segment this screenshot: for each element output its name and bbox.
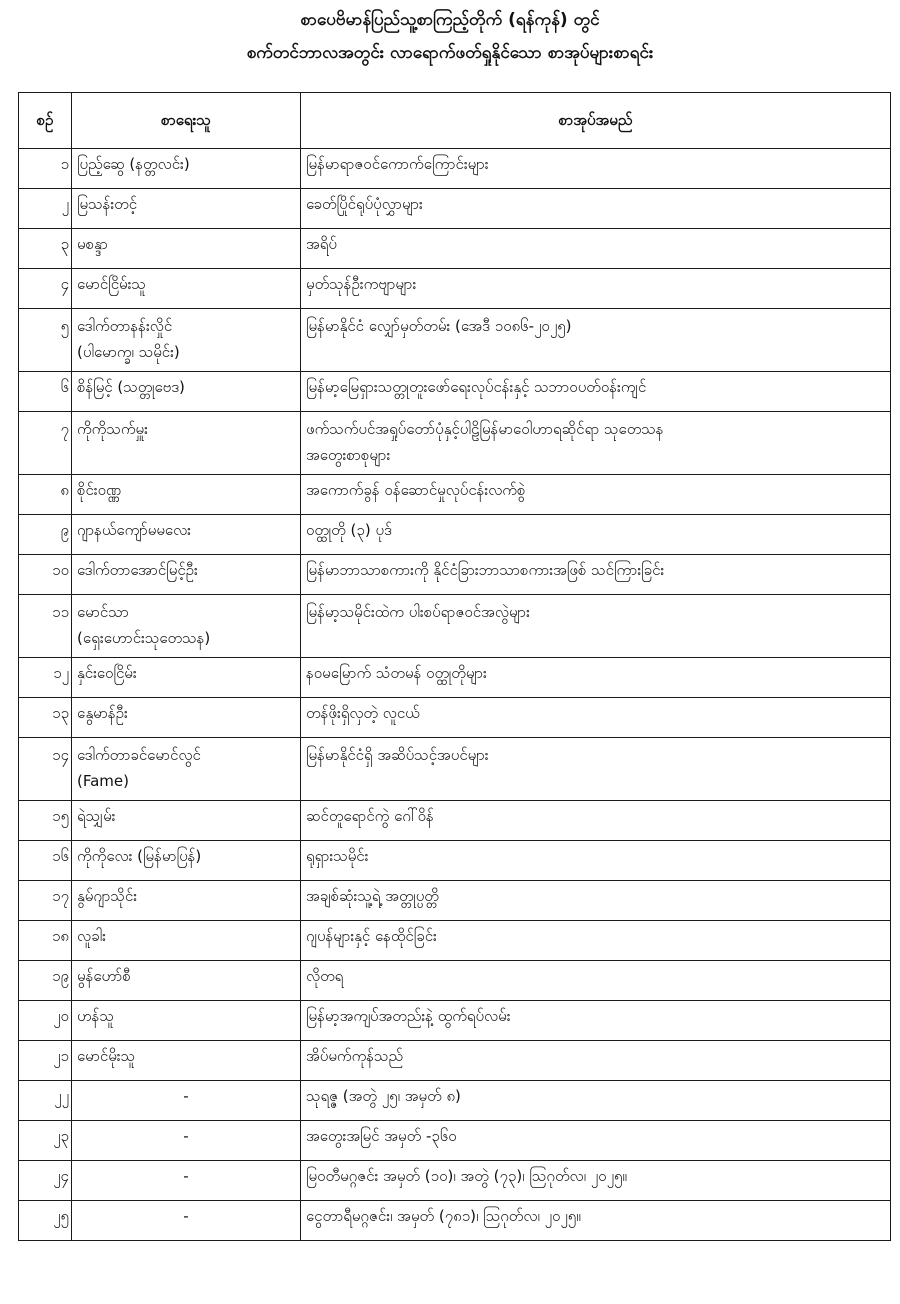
- book-title-cell: [301, 881, 891, 921]
- book-title: သုရဇ္ဇ (အတွဲ ၂၅၊ အမှတ် ၈): [306, 1087, 461, 1105]
- book-title: ငွေတာရီမဂ္ဂဇင်း၊ အမှတ် (၇၈၁)၊ ဩဂုတ်လ၊ ၂၀၂၅။: [306, 1207, 581, 1225]
- author-name: စိန်မြင့် (သတ္တုဗေဒ): [77, 378, 185, 396]
- book-title: မှတ်သုန်ဦးကဗျာများ: [306, 275, 417, 293]
- table-row: [19, 149, 891, 189]
- table-row: [19, 1161, 891, 1201]
- table-row: [19, 1041, 891, 1081]
- row-number: ၆: [19, 372, 72, 412]
- author-cell: [72, 309, 301, 372]
- author-cell: [72, 595, 301, 658]
- table-row: [19, 841, 891, 881]
- book-title: ခေတ်ပြိုင်ရုပ်ပုံလွှာများ: [306, 195, 423, 213]
- row-number: ၄: [19, 269, 72, 309]
- author-cell: [72, 372, 301, 412]
- book-title: တန်ဖိုးရှိလှတဲ့ လူငယ်: [306, 704, 420, 722]
- header-author: စာရေးသူ: [72, 93, 301, 149]
- row-number: ၂: [19, 189, 72, 229]
- book-title-cell: [301, 801, 891, 841]
- author-name: -: [183, 1127, 189, 1145]
- table-row: [19, 698, 891, 738]
- row-number: ၂၁: [19, 1041, 72, 1081]
- table-row: [19, 1081, 891, 1121]
- book-title-cell: [301, 1121, 891, 1161]
- book-title: မြန်မာရာဇဝင်ကောက်ကြောင်းများ: [306, 155, 489, 173]
- author-cell: [72, 1001, 301, 1041]
- author-cell: [72, 412, 301, 475]
- row-number: ၂၄: [19, 1161, 72, 1201]
- table-row: [19, 189, 891, 229]
- author-name: မြသန်းတင့်: [77, 195, 138, 213]
- table-row: [19, 961, 891, 1001]
- row-number: ၁၃: [19, 698, 72, 738]
- book-title-cell: [301, 372, 891, 412]
- table-row: [19, 309, 891, 372]
- author-cell: [72, 269, 301, 309]
- author-cell: [72, 658, 301, 698]
- book-list-table: [18, 92, 891, 1241]
- book-title-cell: [301, 189, 891, 229]
- book-title: လိုတရ: [306, 967, 344, 985]
- author-name: (Fame): [77, 772, 129, 790]
- author-name: ဒေါက်တာခင်မောင်လွင်: [77, 746, 201, 764]
- book-title-cell: [301, 309, 891, 372]
- book-title: ဖက်သက်ပင်အရှုပ်တော်ပုံနှင့်ပါဠိမြန်မာဝေါဟာရဆိုင်ရာ သုတေသန: [306, 420, 664, 438]
- book-title: မြန်မာနိုင်ငံ လျှော်မှတ်တမ်း (အေဒီ ၁၀၈၆-၂၀၂၅): [306, 317, 572, 335]
- book-title-cell: [301, 229, 891, 269]
- book-title: နဝမမြောက် သံတမန် ဝတ္ထုတိုများ: [306, 664, 487, 682]
- row-number: ၁: [19, 149, 72, 189]
- row-number: ၁၂: [19, 658, 72, 698]
- author-name: လူခါး: [77, 927, 106, 945]
- author-cell: [72, 475, 301, 515]
- book-title: အချစ်ဆုံးသူ့ရဲ့ အတ္တုပ္ပတ္တိ: [306, 887, 439, 905]
- author-cell: [72, 1121, 301, 1161]
- author-cell: [72, 555, 301, 595]
- author-cell: [72, 801, 301, 841]
- book-title: အရိပ်: [306, 235, 337, 253]
- table-header-row: [19, 93, 891, 149]
- book-title-cell: [301, 658, 891, 698]
- book-title-cell: [301, 1041, 891, 1081]
- table-row: [19, 229, 891, 269]
- author-name: -: [183, 1207, 189, 1225]
- table-row: [19, 1201, 891, 1241]
- header-book-title: စာအုပ်အမည်: [301, 93, 891, 149]
- table-row: [19, 515, 891, 555]
- book-title: ရုရှားသမိုင်း: [306, 847, 369, 865]
- author-name: ဒေါက်တာအောင်မြင့်ဦး: [77, 561, 198, 579]
- book-title: အကောက်ခွန် ဝန်ဆောင်မှုလုပ်ငန်းလက်စွဲ: [306, 481, 526, 499]
- row-number: ၇: [19, 412, 72, 475]
- row-number: ၁၁: [19, 595, 72, 658]
- row-number: ၂၂: [19, 1081, 72, 1121]
- row-number: ၈: [19, 475, 72, 515]
- author-name: (ပါမောက္ခ၊ သမိုင်း): [77, 343, 180, 361]
- author-cell: [72, 1201, 301, 1241]
- row-number: ၁၄: [19, 738, 72, 801]
- book-title-cell: [301, 961, 891, 1001]
- row-number: ၂၀: [19, 1001, 72, 1041]
- table-row: [19, 921, 891, 961]
- book-title-cell: [301, 555, 891, 595]
- row-number: ၁၇: [19, 881, 72, 921]
- author-name: ကိုကိုလေး (မြန်မာပြန်): [77, 847, 202, 865]
- document-title-line-2: စက်တင်ဘာလအတွင်း လာရောက်ဖတ်ရှုနိုင်သော စာအုပ်များစာရင်း: [246, 43, 654, 63]
- book-title-cell: [301, 738, 891, 801]
- author-cell: [72, 921, 301, 961]
- row-number: ၅: [19, 309, 72, 372]
- author-name: (ရှေးဟောင်းသုတေသန): [77, 629, 211, 647]
- book-title-cell: [301, 475, 891, 515]
- author-cell: [72, 961, 301, 1001]
- row-number: ၁၈: [19, 921, 72, 961]
- book-title: မြန်မာ့အကျပ်အတည်းနဲ့ ထွက်ရပ်လမ်း: [306, 1007, 511, 1025]
- table-row: [19, 738, 891, 801]
- author-name: မောင်သာ: [77, 603, 129, 621]
- table-row: [19, 801, 891, 841]
- author-name: နွေမာန်ဦး: [77, 704, 128, 722]
- author-name: ဟန်သူ: [77, 1007, 114, 1025]
- author-name: ဒေါက်တာနန်းလှိုင်: [77, 317, 173, 335]
- row-number: ၁၉: [19, 961, 72, 1001]
- author-name: စိုင်းဝဏ္ဏ: [77, 481, 122, 499]
- author-cell: [72, 698, 301, 738]
- book-title-cell: [301, 1001, 891, 1041]
- author-cell: [72, 229, 301, 269]
- author-cell: [72, 189, 301, 229]
- author-name: မွန်ဟော်စီ: [77, 967, 131, 985]
- table-row: [19, 412, 891, 475]
- row-number: ၉: [19, 515, 72, 555]
- row-number: ၁၅: [19, 801, 72, 841]
- author-cell: [72, 149, 301, 189]
- author-name: ဂျာနယ်ကျော်မမလေး: [77, 521, 191, 539]
- author-cell: [72, 841, 301, 881]
- book-title: ဝတ္ထုတို (၃) ပုဒ်: [306, 521, 392, 539]
- book-title: အိပ်မက်ကုန်သည်: [306, 1047, 404, 1065]
- book-title: မြဝတီမဂ္ဂဇင်း အမှတ် (၁၀)၊ အတွဲ (၇၃)၊ ဩဂုတ်လ၊ ၂၀၂၅။: [306, 1167, 627, 1185]
- header-number: စဉ်: [19, 93, 72, 149]
- author-cell: [72, 881, 301, 921]
- table-row: [19, 881, 891, 921]
- author-cell: [72, 738, 301, 801]
- book-title: မြန်မာ့သမိုင်းထဲက ပါးစပ်ရာဇဝင်အလွဲများ: [306, 603, 530, 621]
- author-name: ရဲသျှမ်း: [77, 807, 116, 825]
- book-title: မြန်မာနိုင်ငံရှိ အဆိပ်သင့်အပင်များ: [306, 746, 489, 764]
- table-row: [19, 1121, 891, 1161]
- author-name: နွမ်ဂျာသိုင်း: [77, 887, 138, 905]
- book-title: အတွေးစာစုများ: [306, 446, 391, 464]
- author-name: -: [183, 1087, 189, 1105]
- author-name: ကိုကိုသက်မှူး: [77, 420, 148, 438]
- row-number: ၂၃: [19, 1121, 72, 1161]
- author-cell: [72, 1041, 301, 1081]
- author-name: မစန္ဒာ: [77, 235, 108, 253]
- author-name: ပြည့်ဆွေ (နတ္တလင်း): [77, 155, 190, 173]
- book-title-cell: [301, 921, 891, 961]
- author-name: မောင်ငြိမ်းသူ: [77, 275, 146, 293]
- table-body: [19, 149, 891, 1241]
- book-title-cell: [301, 595, 891, 658]
- author-cell: [72, 1081, 301, 1121]
- book-title-cell: [301, 1201, 891, 1241]
- row-number: ၁၆: [19, 841, 72, 881]
- book-title-cell: [301, 269, 891, 309]
- book-title: အတွေးအမြင် အမှတ် -၃၆၀: [306, 1127, 457, 1145]
- author-name: -: [183, 1167, 189, 1185]
- author-cell: [72, 1161, 301, 1201]
- row-number: ၂၅: [19, 1201, 72, 1241]
- author-name: နှင်းဝေငြိမ်း: [77, 664, 137, 682]
- table-row: [19, 475, 891, 515]
- book-title: မြန်မာ့မြေရှားသတ္တုတူးဖော်ရေးလုပ်ငန်းနှင့် သဘာဝပတ်ဝန်းကျင်: [306, 378, 647, 396]
- table-row: [19, 269, 891, 309]
- book-title-cell: [301, 149, 891, 189]
- table-row: [19, 595, 891, 658]
- book-title-cell: [301, 515, 891, 555]
- table-row: [19, 372, 891, 412]
- book-title-cell: [301, 1081, 891, 1121]
- table-row: [19, 658, 891, 698]
- book-title: ဆင်တူရောင်ကွဲ ဂေါ်ဝိန်: [306, 807, 434, 825]
- author-name: မောင်မိုးသူ: [77, 1047, 136, 1065]
- book-title: မြန်မာဘာသာစကားကို နိုင်ငံခြားဘာသာစကားအဖြစ် သင်ကြားခြင်း: [306, 561, 665, 579]
- row-number: ၃: [19, 229, 72, 269]
- table-row: [19, 555, 891, 595]
- book-title-cell: [301, 1161, 891, 1201]
- document-title-line-1: စာပေဗိမာန်ပြည်သူ့စာကြည့်တိုက် (ရန်ကုန်) တွင်: [300, 10, 600, 30]
- book-title-cell: [301, 698, 891, 738]
- book-title-cell: [301, 412, 891, 475]
- row-number: ၁၀: [19, 555, 72, 595]
- book-title: ဂျပန်များနှင့် နေထိုင်ခြင်း: [306, 927, 437, 945]
- book-title-cell: [301, 841, 891, 881]
- table-row: [19, 1001, 891, 1041]
- author-cell: [72, 515, 301, 555]
